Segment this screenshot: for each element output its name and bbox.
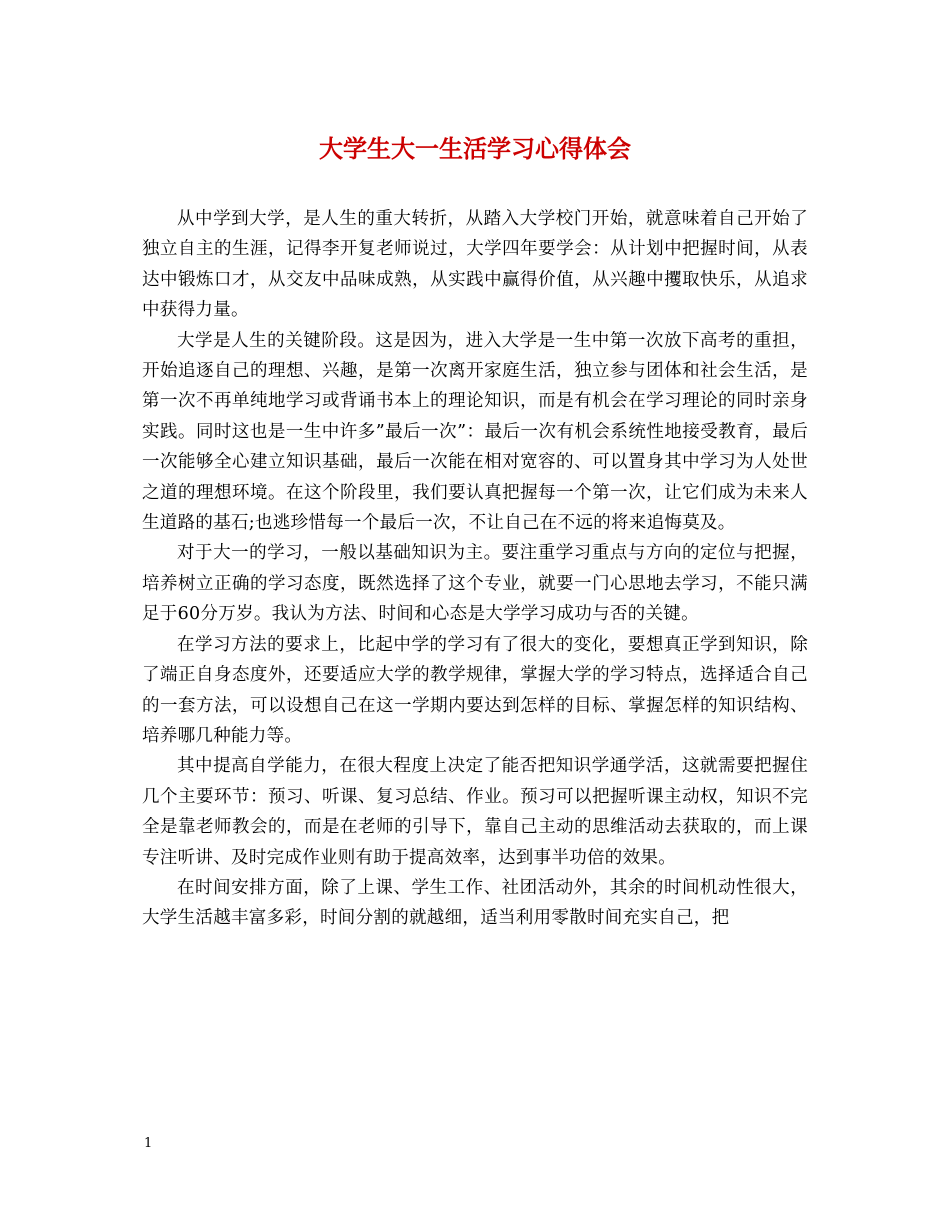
paragraph-6: 在时间安排方面，除了上课、学生工作、社团活动外，其余的时间机动性很大，大学生活越丰富多彩，时间分割的就越细，适当利用零散时间充实自己，把 (142, 877, 808, 929)
paragraph-1: 从中学到大学，是人生的重大转折，从踏入大学校门开始，就意味着自己开始了独立自主的生涯，记得李开复老师说过，大学四年要学会：从计划中把握时间，从表达中锻炼口才，从交友中品味成熟，从实践中赢得价值，从兴趣中攫取快乐，从追求中获得力量。 (142, 209, 808, 321)
paragraph-4: 在学习方法的要求上，比起中学的学习有了很大的变化，要想真正学到知识，除了端正自身态度外，还要适应大学的教学规律，掌握大学的学习特点，选择适合自己的一套方法，可以设想自己在这一学期内要达到怎样的目标、掌握怎样的知识结构、培养哪几种能力等。 (142, 634, 808, 746)
document-title: 大学生大一生活学习心得体会 (319, 135, 631, 163)
paragraph-5: 其中提高自学能力，在很大程度上决定了能否把知识学通学活，这就需要把握住几个主要环节：预习、听课、复习总结、作业。预习可以把握听课主动权，知识不完全是靠老师教会的，而是在老师的引导下，靠自己主动的思维活动去获取的，而上课专注听讲、及时完成作业则有助于提高效率，达到事半功倍的效果。 (142, 756, 808, 868)
document-body (142, 204, 808, 934)
paragraph-2: 大学是人生的关键阶段。这是因为，进入大学是一生中第一次放下高考的重担，开始追逐自己的理想、兴趣，是第一次离开家庭生活，独立参与团体和社会生活，是第一次不再单纯地学习或背诵书本上的理论知识，而是有机会在学习理论的同时亲身实践。同时这也是一生中许多”最后一次”：最后一次有机会系统性地接受教育，最后一次能够全心建立知识基础，最后一次能在相对宽容的、可以置身其中学习为人处世之道的理想环境。在这个阶段里，我们要认真把握每一个第一次，让它们成为未来人生道路的基石;也逃珍惜每一个最后一次，不让自己在不远的将来追悔莫及。 (142, 330, 808, 534)
page-number: 1 (144, 1136, 153, 1151)
paragraph-3: 对于大一的学习，一般以基础知识为主。要注重学习重点与方向的定位与把握，培养树立正确的学习态度，既然选择了这个专业，就要一门心思地去学习，不能只满足于60分万岁。我认为方法、时间和心态是大学学习成功与否的关键。 (142, 543, 808, 625)
